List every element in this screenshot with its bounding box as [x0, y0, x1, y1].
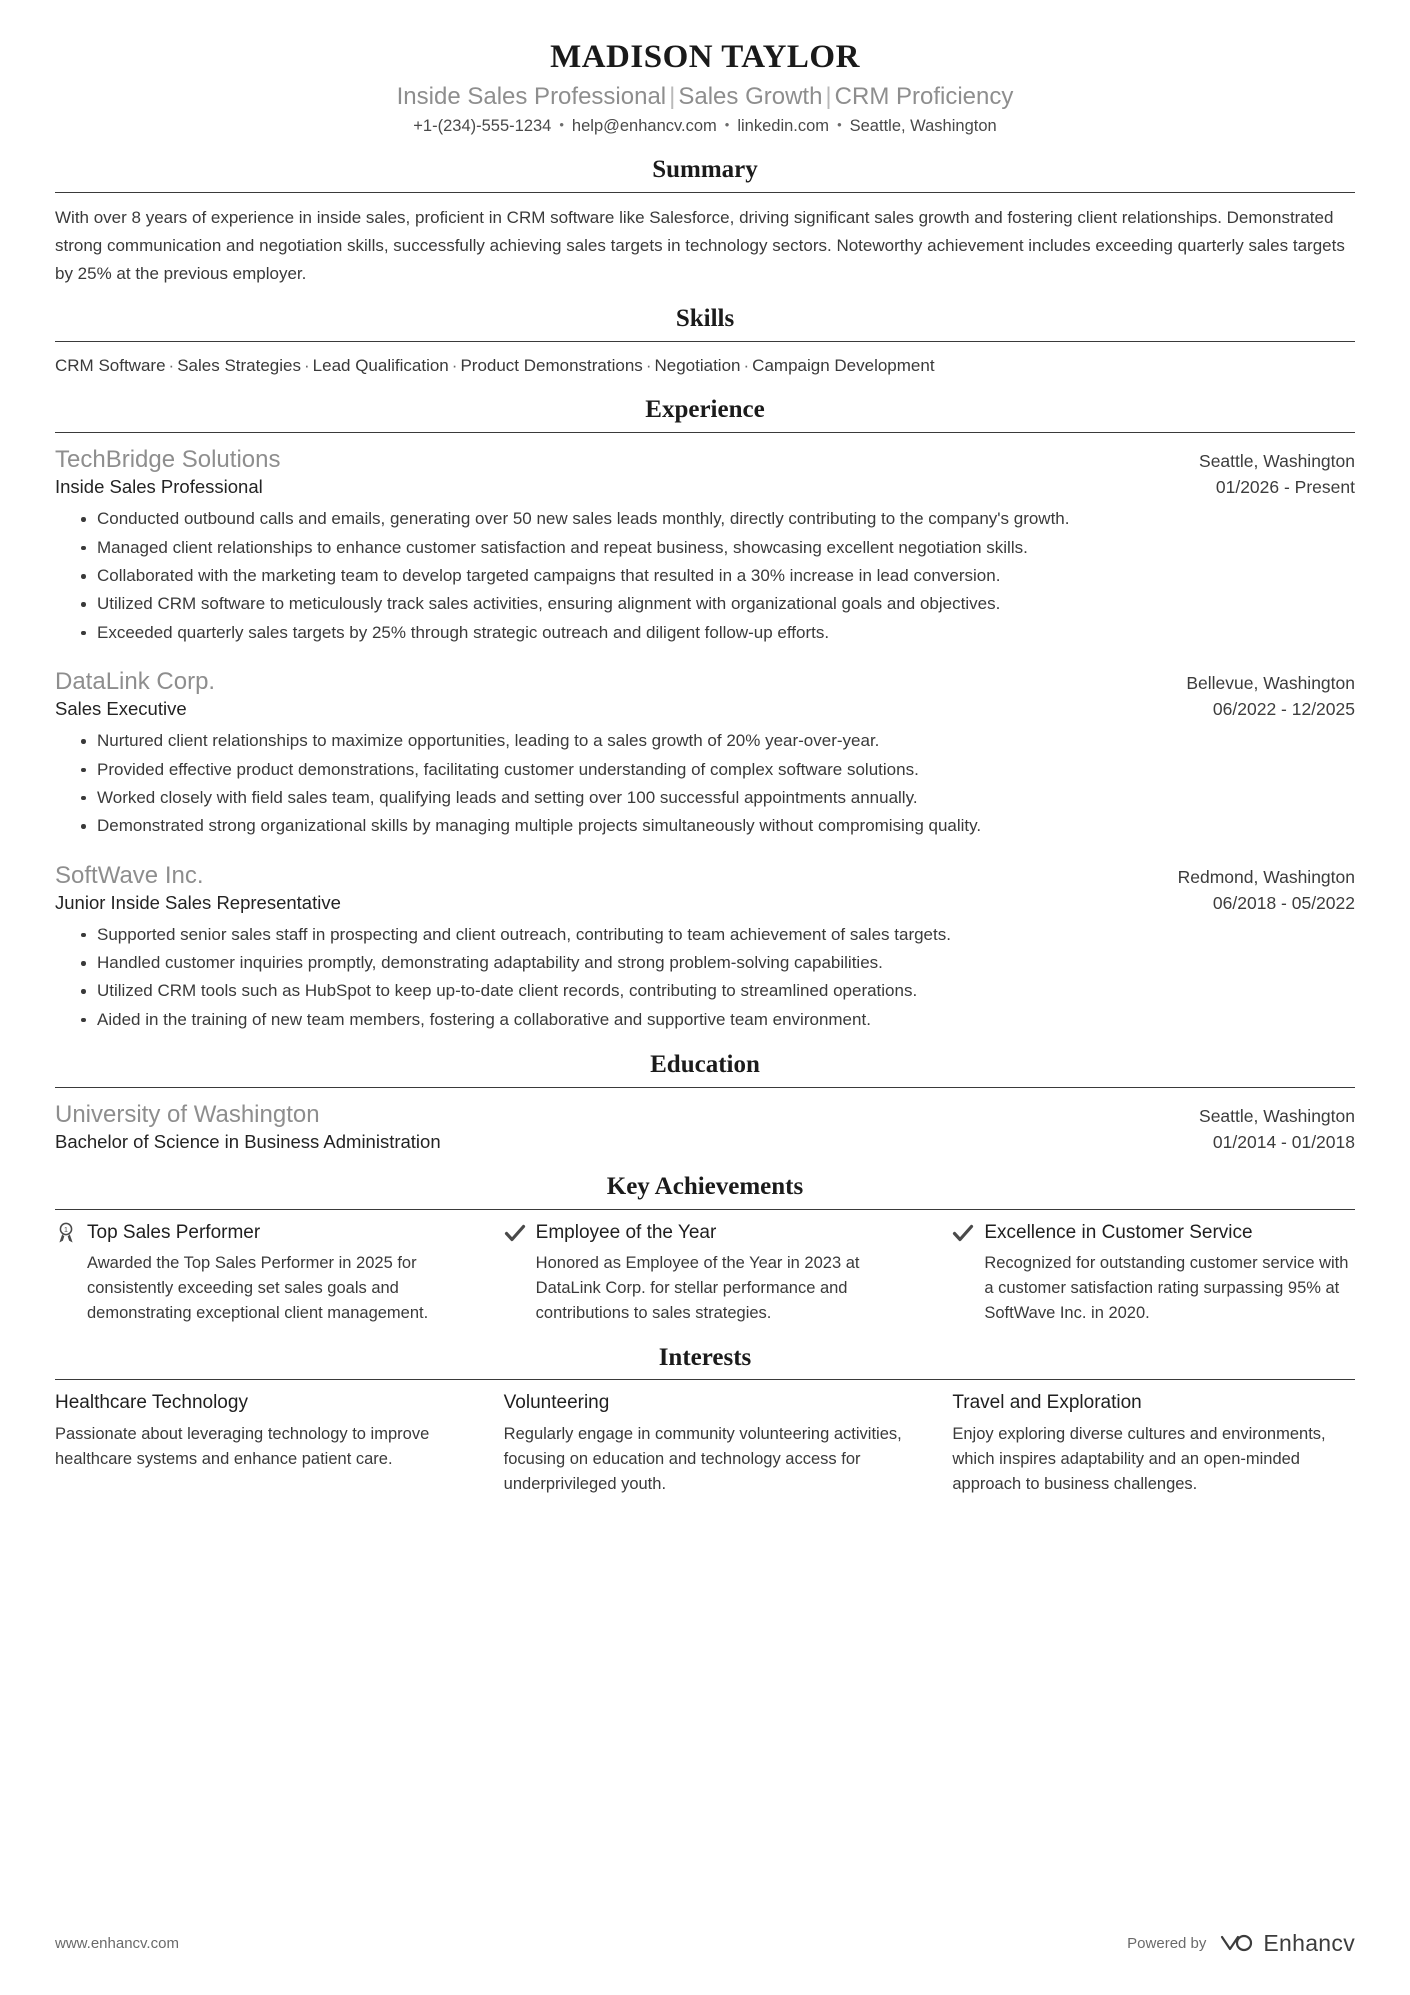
powered-by-label: Powered by	[1127, 1935, 1207, 1952]
contact-phone: +1-(234)-555-1234	[413, 116, 552, 135]
interest-description: Enjoy exploring diverse cultures and environments, which inspires adaptability and an open-minded approach to business challenges.	[952, 1425, 1326, 1493]
job-bullet: Collaborated with the marketing team to develop targeted campaigns that resulted in a 30% increase in lead conversion.	[81, 563, 1355, 589]
achievement-item	[55, 1221, 458, 1326]
headline-part-3: CRM Proficiency	[834, 82, 1014, 110]
job-bullet: Provided effective product demonstrations, facilitating customer understanding of complex software solutions.	[81, 757, 1355, 783]
experience-entry	[55, 666, 1355, 840]
section-interests	[55, 1344, 1355, 1497]
achievement-item	[504, 1221, 907, 1326]
page-footer	[55, 1930, 1355, 1957]
headline-part-2: Sales Growth	[678, 82, 823, 110]
skill-separator: ·	[645, 355, 652, 375]
company-name: TechBridge Solutions	[55, 446, 281, 474]
skill-separator: ·	[451, 355, 458, 375]
school-location: Seattle, Washington	[1199, 1105, 1355, 1126]
section-divider	[55, 1209, 1355, 1210]
experience-entries	[55, 444, 1355, 1033]
achievement-title: Excellence in Customer Service	[984, 1221, 1253, 1243]
achievement-item	[952, 1221, 1355, 1326]
skill-item: Lead Qualification	[312, 355, 449, 375]
interest-columns	[55, 1391, 1355, 1496]
entry-company-row	[55, 444, 1355, 475]
job-dates: 01/2026 - Present	[1215, 477, 1355, 498]
experience-entry	[55, 444, 1355, 646]
headline-separator: |	[669, 82, 676, 110]
job-title: Sales Executive	[55, 698, 187, 720]
job-bullet: Worked closely with field sales team, qualifying leads and setting over 100 successful appointments annually.	[81, 785, 1355, 811]
company-location: Seattle, Washington	[1199, 451, 1355, 472]
award-ribbon-icon	[55, 1222, 77, 1244]
company-name: DataLink Corp.	[55, 668, 216, 696]
contact-location: Seattle, Washington	[849, 116, 997, 135]
company-location: Bellevue, Washington	[1186, 673, 1355, 694]
job-bullet-list	[55, 922, 1355, 1033]
award-ribbon-icon	[56, 1222, 76, 1244]
section-title-interests: Interests	[658, 1343, 752, 1371]
job-bullet: Managed client relationships to enhance customer satisfaction and repeat business, showcasing excellent negotiation skills.	[81, 535, 1355, 561]
contact-email[interactable]: help@enhancv.com	[571, 116, 717, 135]
interest-title: Travel and Exploration	[952, 1392, 1142, 1414]
section-divider	[55, 1379, 1355, 1380]
enhancv-wordmark: Enhancv	[1263, 1930, 1355, 1956]
contact-website[interactable]: linkedin.com	[737, 116, 830, 135]
job-bullet: Utilized CRM tools such as HubSpot to keep up-to-date client records, contributing to streamlined operations.	[81, 978, 1355, 1004]
job-bullet-list	[55, 506, 1355, 646]
achievement-header	[55, 1221, 458, 1246]
job-bullet: Nurtured client relationships to maximize opportunities, leading to a sales growth of 20% year-over-year.	[81, 728, 1355, 754]
interest-item	[504, 1391, 907, 1496]
job-title: Inside Sales Professional	[55, 476, 263, 498]
headline-part-1: Inside Sales Professional	[396, 82, 667, 110]
job-dates: 06/2018 - 05/2022	[1212, 892, 1355, 913]
interest-title: Healthcare Technology	[55, 1392, 248, 1414]
achievement-title: Employee of the Year	[535, 1221, 717, 1243]
job-title: Junior Inside Sales Representative	[55, 891, 341, 913]
entry-school-row	[55, 1099, 1355, 1130]
check-icon	[504, 1222, 526, 1244]
check-icon	[952, 1222, 974, 1244]
resume-header	[55, 38, 1355, 138]
skill-separator: ·	[743, 355, 750, 375]
enhancv-logo	[1218, 1930, 1355, 1957]
skill-item: Sales Strategies	[177, 355, 301, 375]
section-divider	[55, 341, 1355, 342]
job-bullet: Handled customer inquiries promptly, demonstrating adaptability and strong problem-solving capabilities.	[81, 950, 1355, 976]
interest-item	[952, 1391, 1355, 1496]
job-bullet: Exceeded quarterly sales targets by 25% through strategic outreach and diligent follow-up efforts.	[81, 620, 1355, 646]
section-skills	[55, 305, 1355, 378]
candidate-name: MADISON TAYLOR	[550, 39, 860, 75]
interest-title: Volunteering	[503, 1392, 610, 1414]
section-title-summary: Summary	[652, 156, 758, 184]
interest-description: Passionate about leveraging technology to improve healthcare systems and enhance patient care.	[55, 1425, 430, 1468]
achievement-header	[504, 1221, 907, 1246]
footer-site-url[interactable]: www.enhancv.com	[55, 1935, 179, 1952]
company-name: SoftWave Inc.	[55, 861, 204, 889]
skill-separator: ·	[168, 355, 175, 375]
section-title-skills: Skills	[675, 305, 735, 333]
entry-company-row	[55, 860, 1355, 891]
achievement-title: Top Sales Performer	[87, 1221, 261, 1243]
job-bullet: Supported senior sales staff in prospecting and client outreach, contributing to team achievement of sales targets.	[81, 922, 1355, 948]
school-name: University of Washington	[55, 1100, 320, 1128]
check-icon	[952, 1223, 974, 1243]
check-icon	[504, 1223, 526, 1243]
section-achievements	[55, 1173, 1355, 1326]
degree-title: Bachelor of Science in Business Administration	[55, 1131, 441, 1153]
section-title-education: Education	[650, 1051, 760, 1079]
headline-separator: |	[825, 82, 832, 110]
entry-role-row	[55, 697, 1355, 722]
entry-company-row	[55, 666, 1355, 697]
achievement-header	[952, 1221, 1355, 1246]
enhancv-mark-icon	[1218, 1931, 1256, 1957]
achievement-description: Awarded the Top Sales Performer in 2025 for consistently exceeding set sales goals and demonstrating exceptional client management.	[87, 1254, 429, 1322]
section-education	[55, 1051, 1355, 1155]
entry-degree-row	[55, 1130, 1355, 1155]
company-location: Redmond, Washington	[1177, 866, 1355, 887]
bullet-separator-icon: •	[724, 116, 730, 132]
candidate-headline	[55, 82, 1355, 112]
skill-item: Campaign Development	[752, 355, 935, 375]
skill-item: CRM Software	[55, 355, 166, 375]
svg-text:1: 1	[64, 1226, 68, 1234]
degree-dates: 01/2014 - 01/2018	[1212, 1132, 1355, 1153]
job-bullet-list	[55, 728, 1355, 839]
skill-item: Product Demonstrations	[460, 355, 643, 375]
achievement-description: Honored as Employee of the Year in 2023 at DataLink Corp. for stellar performance and contributions to sales strategies.	[535, 1254, 860, 1322]
entry-role-row	[55, 891, 1355, 916]
section-title-achievements: Key Achievements	[606, 1173, 804, 1201]
experience-entry	[55, 860, 1355, 1034]
achievement-description: Recognized for outstanding customer service with a customer satisfaction rating surpassing 95% at SoftWave Inc. in 2020.	[984, 1254, 1349, 1322]
interest-description: Regularly engage in community volunteering activities, focusing on education and technology access for underprivileged youth.	[503, 1425, 902, 1493]
job-dates: 06/2022 - 12/2025	[1212, 699, 1355, 720]
powered-by-block	[1127, 1930, 1355, 1957]
skills-list	[55, 353, 1355, 379]
contact-line	[55, 114, 1355, 139]
entry-role-row	[55, 475, 1355, 500]
section-divider	[55, 432, 1355, 433]
job-bullet: Aided in the training of new team members, fostering a collaborative and supportive team environment.	[81, 1007, 1355, 1033]
education-entry	[55, 1099, 1355, 1155]
interest-item	[55, 1391, 458, 1496]
section-summary	[55, 156, 1355, 287]
job-bullet: Demonstrated strong organizational skills by managing multiple projects simultaneously without compromising quality.	[81, 813, 1355, 839]
job-bullet: Conducted outbound calls and emails, generating over 50 new sales leads monthly, directly contributing to the company's growth.	[81, 506, 1355, 532]
job-bullet: Utilized CRM software to meticulously track sales activities, ensuring alignment with organizational goals and objectives.	[81, 591, 1355, 617]
skill-item: Negotiation	[654, 355, 741, 375]
bullet-separator-icon: •	[837, 116, 842, 132]
section-divider	[55, 1087, 1355, 1088]
section-experience	[55, 396, 1355, 1033]
bullet-separator-icon: •	[559, 116, 564, 132]
education-entries	[55, 1099, 1355, 1155]
skill-separator: ·	[304, 355, 310, 375]
section-title-experience: Experience	[645, 396, 765, 424]
section-divider	[55, 192, 1355, 193]
summary-text: With over 8 years of experience in inside sales, proficient in CRM software like Salesforce, driving significant sales growth and fostering client relationships. Demonstrated strong communication and negotiation skills, successfully achieving sales targets in technology sectors. Noteworthy achievement includes exceeding quarterly sales targets by 25% at the previous employer.	[55, 208, 1345, 283]
achievement-columns	[55, 1221, 1355, 1326]
